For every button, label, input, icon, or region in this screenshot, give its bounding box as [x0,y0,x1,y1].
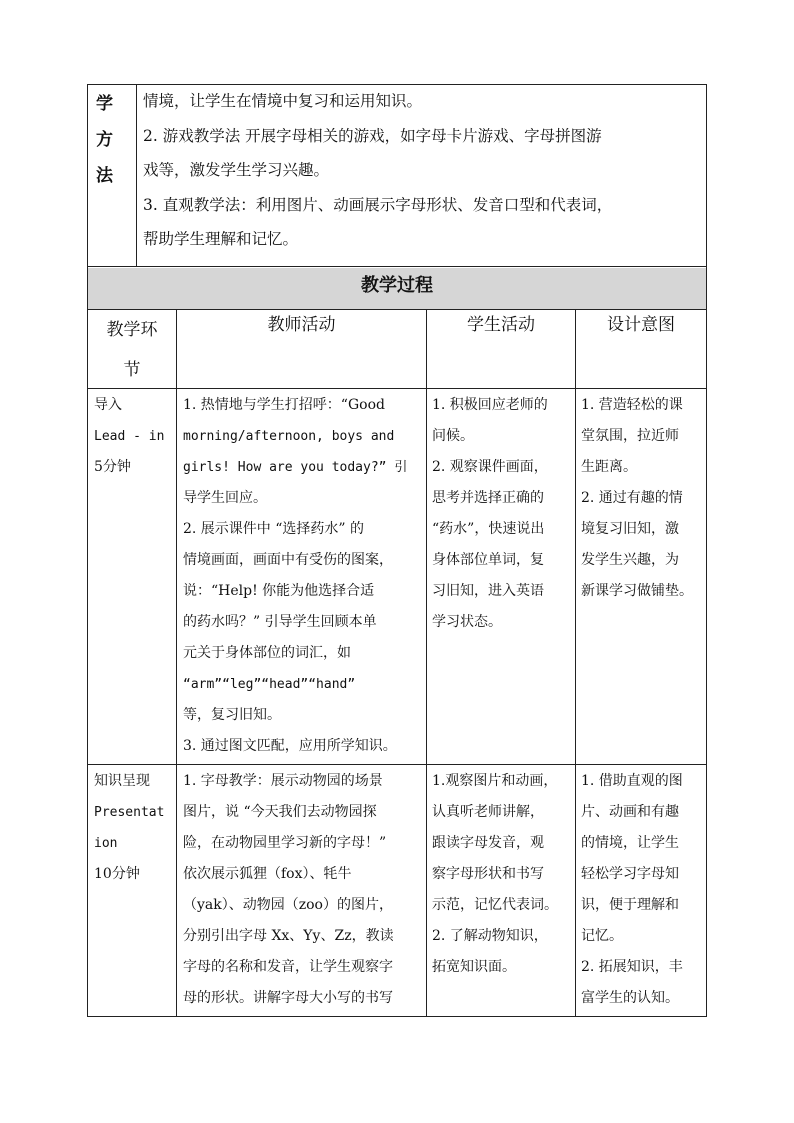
stage-line: 导入 [94,397,122,413]
row-design-intent [581,766,683,1014]
teacher-line: 依次展示狐狸（fox）、牦牛 [183,866,352,882]
intent-line: 2. 拓展知识，丰 [581,959,683,975]
table-border [176,309,177,1017]
header-student: 学生活动 [467,315,535,335]
method-label [96,86,126,194]
student-line: 2. 观察课件画面， [432,459,548,475]
teacher-line: 说：“Help! 你能为他选择合适 [183,583,375,599]
student-line: 问候。 [432,428,474,444]
method-label-char: 法 [96,166,113,186]
stage-line: ion [94,836,118,851]
header-intent: 设计意图 [607,315,675,335]
student-line: 思考并选择正确的 [432,490,544,506]
intent-line: 新课学习做铺垫。 [581,583,693,599]
teacher-line: 分别引出字母 Xx、Yy、Zz，教读 [183,928,394,944]
stage-line: Lead - in [94,429,165,444]
header-stage [88,310,176,390]
teacher-line: 情境画面，画面中有受伤的图案， [183,552,393,568]
row-student-activity [432,766,558,983]
student-line: “药水”，快速说出 [432,521,545,537]
student-line: 习旧知，进入英语 [432,583,544,599]
stage-line: 10分钟 [94,866,140,882]
method-label-char: 学 [96,94,113,114]
intent-line: 的情境，让学生 [581,835,679,851]
table-border [87,388,707,389]
intent-line: 富学生的认知。 [581,990,679,1006]
table-border [706,84,707,267]
intent-line: 2. 通过有趣的情 [581,490,683,506]
student-line: 示范，记忆代表词。 [432,897,558,913]
method-content [143,84,612,257]
teacher-line: 母的形状。讲解字母大小写的书写 [183,990,393,1006]
intent-line: 轻松学习字母知 [581,866,679,882]
table-border [87,84,88,267]
student-line: 跟读字母发音，观 [432,835,544,851]
intent-line: 记忆。 [581,928,623,944]
teacher-line: 元关于身体部位的词汇，如 [183,645,351,661]
teacher-line: 2. 展示课件中 “选择药水” 的 [183,521,365,537]
intent-line: 境复习旧知，激 [581,521,679,537]
table-border [575,309,576,1017]
teacher-line: “arm”“leg”“head”“hand” [183,677,356,692]
row-teacher-activity [183,390,407,762]
intent-line: 发学生兴趣，为 [581,552,679,568]
row-stage [94,766,164,890]
teacher-line: 字母的名称和发音，让学生观察字 [183,959,393,975]
method-line: 2. 游戏教学法 开展字母相关的游戏，如字母卡片游戏、字母拼图游 [143,126,602,145]
method-line: 帮助学生理解和记忆。 [143,230,299,248]
stage-line: 5分钟 [94,459,131,475]
teacher-line: 等，复习旧知。 [183,707,281,723]
header-teacher: 教师活动 [267,315,336,335]
student-line: 1.观察图片和动画， [432,773,558,789]
student-line: 1. 积极回应老师的 [432,397,548,413]
teacher-line: 导学生回应。 [183,490,267,506]
header-stage-line: 教学环 [106,320,158,340]
teacher-line: 图片，说 “今天我们去动物园探 [183,804,377,820]
student-line: 拓宽知识面。 [432,959,516,975]
row-teacher-activity [183,766,394,1014]
student-line: 2. 了解动物知识， [432,928,548,944]
teacher-line: 1. 热情地与学生打招呼：“Good [183,397,385,413]
student-line: 学习状态。 [432,614,502,630]
student-line: 身体部位单词，复 [432,552,544,568]
student-line: 认真听老师讲解， [432,804,544,820]
stage-line: Presentat [94,805,165,820]
intent-line: 1. 营造轻松的课 [581,397,683,413]
intent-line: 片、动画和有趣 [581,804,679,820]
table-border [426,309,427,1017]
method-line: 3. 直观教学法：利用图片、动画展示字母形状、发音口型和代表词， [143,195,613,214]
teacher-line: 的药水吗？” 引导学生回顾本单 [183,614,377,630]
row-design-intent [581,390,693,607]
method-label-char: 方 [96,130,113,150]
header-stage-line: 节 [123,360,141,380]
table-border [136,84,137,267]
row-stage [94,390,164,483]
process-title: 教学过程 [361,275,433,296]
method-line: 戏等，激发学生学习兴趣。 [143,161,330,179]
table-border [706,267,707,1017]
teacher-line: （yak）、动物园（zoo）的图片， [183,897,393,913]
teacher-line: 3. 通过图文匹配，应用所学知识。 [183,738,397,754]
row-student-activity [432,390,548,638]
intent-line: 堂氛围，拉近师 [581,428,679,444]
teacher-line: morning/afternoon, boys and [183,429,395,444]
intent-line: 识，便于理解和 [581,897,679,913]
student-line: 察字母形状和书写 [432,866,544,882]
teacher-line: 险，在动物园里学习新的字母！” [183,835,387,851]
method-line: 情境，让学生在情境中复习和运用知识。 [143,92,423,110]
teacher-line: girls! How are you today?” 引 [183,460,408,475]
table-border [87,764,707,765]
intent-line: 1. 借助直观的图 [581,773,683,789]
teacher-line: 1. 字母教学：展示动物园的场景 [183,773,383,789]
table-border [87,1016,707,1017]
intent-line: 生距离。 [581,459,637,475]
stage-line: 知识呈现 [94,773,150,789]
